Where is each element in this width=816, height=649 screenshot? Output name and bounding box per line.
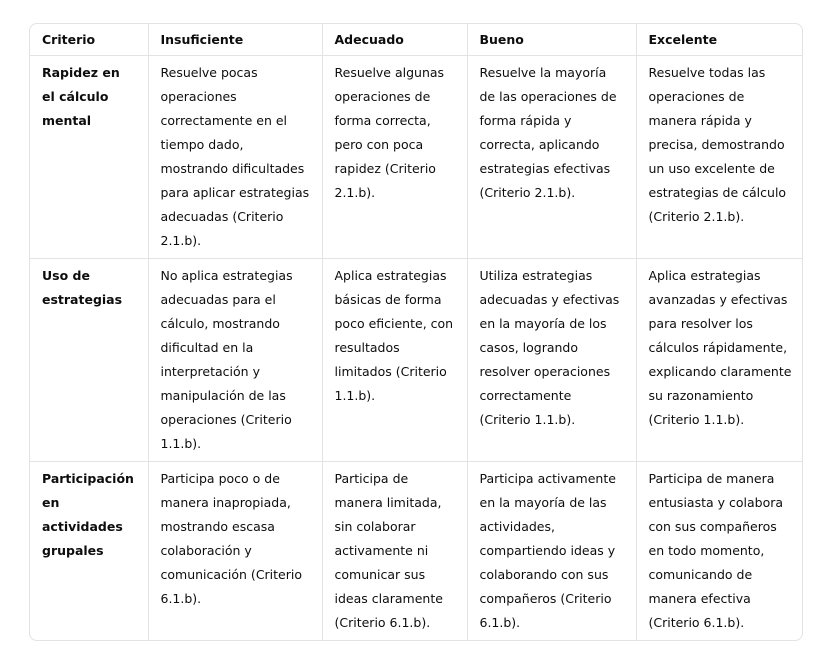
table-row [30,259,803,462]
table-cell: Participa poco o de manera inapropiada, mostrando escasa colaboración y comunicación (Criterio 6.1.b). [148,462,322,641]
column-header-insuficiente: Insuficiente [148,24,322,56]
table-row [30,462,803,641]
table-cell: Resuelve todas las operaciones de manera rápida y precisa, demostrando un uso excelente de estrategias de cálculo (Criterio 2.1.b). [636,56,803,259]
table-cell: Utiliza estrategias adecuadas y efectivas en la mayoría de los casos, logrando resolver operaciones correctamente (Criterio 1.1.b). [467,259,636,462]
table-cell: No aplica estrategias adecuadas para el cálculo, mostrando dificultad en la interpretación y manipulación de las operaciones (Criterio 1.1.b). [148,259,322,462]
row-criterion: Rapidez en el cálculo mental [30,56,148,259]
column-header-bueno: Bueno [467,24,636,56]
table-cell: Resuelve algunas operaciones de forma correcta, pero con poca rapidez (Criterio 2.1.b). [322,56,467,259]
table-row [30,56,803,259]
column-header-criterio: Criterio [30,24,148,56]
rubric-table [30,24,803,640]
table-cell: Aplica estrategias avanzadas y efectivas para resolver los cálculos rápidamente, explicando claramente su razonamiento (Criterio 1.1.b). [636,259,803,462]
column-header-adecuado: Adecuado [322,24,467,56]
table-cell: Participa activamente en la mayoría de las actividades, compartiendo ideas y colaborando con sus compañeros (Criterio 6.1.b). [467,462,636,641]
table-cell: Participa de manera limitada, sin colaborar activamente ni comunicar sus ideas claramente (Criterio 6.1.b). [322,462,467,641]
table-cell: Aplica estrategias básicas de forma poco eficiente, con resultados limitados (Criterio 1.1.b). [322,259,467,462]
table-cell: Resuelve la mayoría de las operaciones de forma rápida y correcta, aplicando estrategias efectivas (Criterio 2.1.b). [467,56,636,259]
row-criterion: Uso de estrategias [30,259,148,462]
row-criterion: Participación en actividades grupales [30,462,148,641]
table-cell: Participa de manera entusiasta y colabora con sus compañeros en todo momento, comunicando de manera efectiva (Criterio 6.1.b). [648,471,784,630]
rubric-table-container [29,23,803,641]
table-header-row [30,24,803,56]
table-cell: Resuelve pocas operaciones correctamente en el tiempo dado, mostrando dificultades para aplicar estrategias adecuadas (Criterio 2.1.b). [148,56,322,259]
column-header-excelente: Excelente [636,24,803,56]
